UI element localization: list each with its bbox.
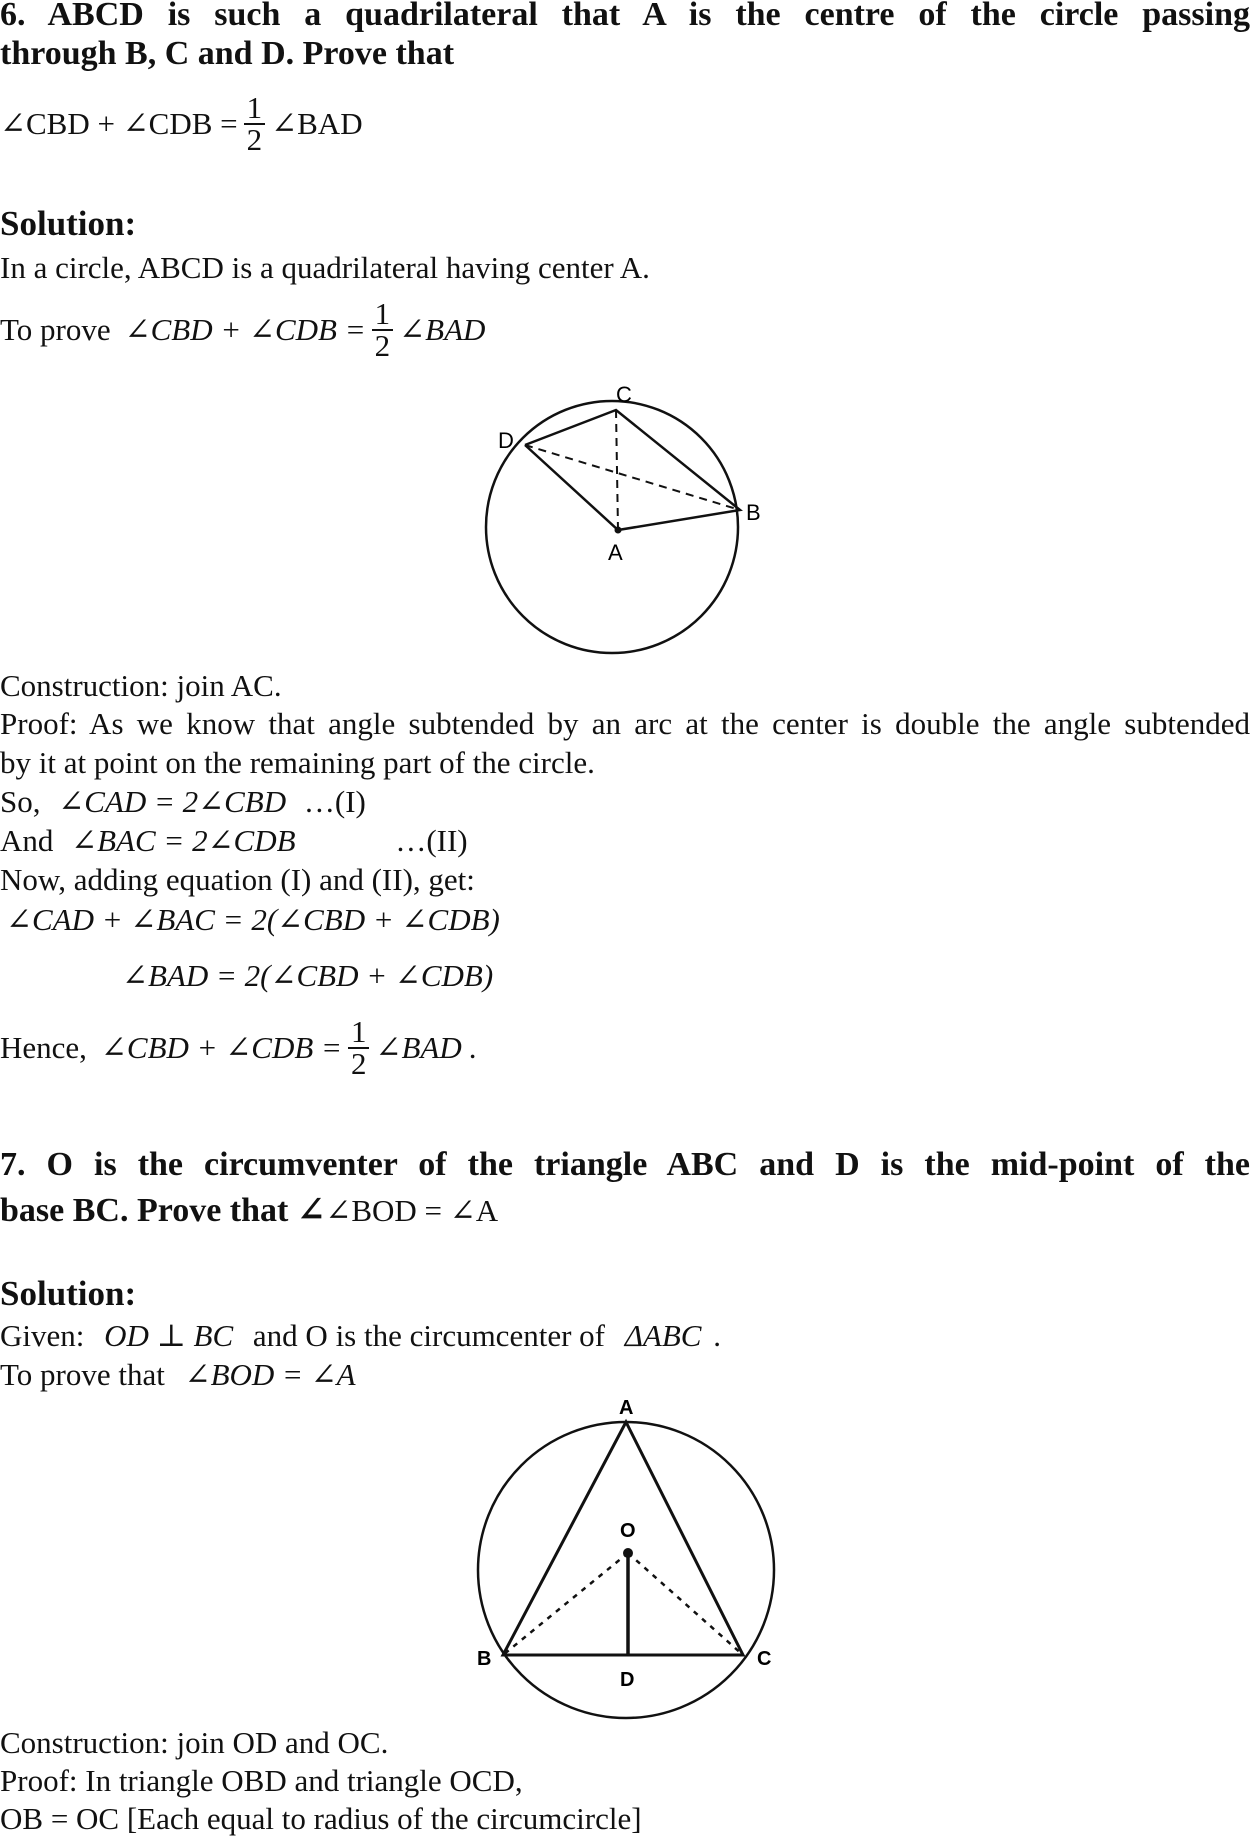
eq1-math: ∠CAD = 2∠CBD [58, 784, 287, 819]
center-point-o [623, 1548, 633, 1558]
q7-heading-line1: 7. O is the circumventer of the triangle ABC and D is the mid-point of the [0, 1146, 1250, 1183]
hence-rhs: ∠BAD . [375, 1030, 478, 1065]
fraction-denominator: 2 [246, 122, 263, 157]
q6-eq1 [0, 784, 366, 820]
eq1-prefix: So, [0, 784, 41, 819]
label-d: D [498, 428, 514, 453]
given-label: Given: [0, 1318, 85, 1353]
label-o: O [620, 1520, 636, 1542]
q7-heading-math: ∠BOD = ∠A [325, 1193, 499, 1228]
eq1-tag: …(I) [303, 784, 366, 819]
given-end: . [713, 1318, 721, 1353]
diagonal-ca [616, 410, 618, 530]
q6-statement-lhs: ∠CBD + ∠CDB = [0, 106, 238, 141]
q6-to-prove-fraction [372, 296, 394, 363]
hence-fraction [348, 1014, 370, 1081]
q6-intro: In a circle, ABCD is a quadrilateral having center A. [0, 250, 650, 285]
q6-adding: Now, adding equation (I) and (II), get: [0, 862, 475, 897]
q7-given [0, 1318, 721, 1354]
q7-heading-line2 [0, 1190, 498, 1232]
q6-heading-line2: through B, C and D. Prove that [0, 35, 455, 72]
q7-construction: Construction: join OD and OC. [0, 1725, 389, 1760]
given-text: and O is the circumcenter of [252, 1318, 605, 1353]
segment-ob [503, 1553, 628, 1655]
given-math2: ΔABC [624, 1318, 702, 1353]
hence-lhs: ∠CBD + ∠CDB = [100, 1030, 342, 1065]
eq2-prefix: And [0, 823, 54, 858]
q6-eq2 [0, 823, 468, 859]
fraction-numerator: 1 [244, 93, 266, 125]
center-point-a [615, 527, 622, 534]
q7-proof-line1: Proof: In triangle OBD and triangle OCD, [0, 1763, 523, 1798]
q7-triangle-figure [465, 1390, 795, 1730]
circle-outline [486, 401, 738, 653]
label-d: D [620, 1669, 635, 1691]
hence-label: Hence, [0, 1030, 87, 1065]
given-math1: OD ⊥ BC [104, 1318, 234, 1353]
eq2-tag: …(II) [395, 823, 468, 858]
diagonal-db [525, 445, 740, 510]
q7-heading-text: base BC. Prove that ∠ [0, 1192, 326, 1229]
q6-construction: Construction: join AC. [0, 668, 282, 703]
q6-to-prove-label: To prove [0, 312, 111, 347]
label-b: B [477, 1648, 492, 1670]
q6-proof-line1: Proof: As we know that angle subtended by an arc at the center is double the angle subtended [0, 706, 1250, 741]
q7-to-prove [0, 1357, 356, 1393]
q6-statement-rhs: ∠BAD [271, 106, 363, 141]
fraction-denominator: 2 [374, 328, 391, 363]
q7-proof-line2: OB = OC [Each equal to radius of the circumcircle] [0, 1801, 642, 1836]
q6-heading-line1: 6. ABCD is such a quadrilateral that A is the centre of the circle passing [0, 0, 1250, 33]
q6-statement [0, 84, 363, 164]
eq2-math: ∠BAC = 2∠CDB [71, 823, 296, 858]
label-b: B [746, 500, 761, 525]
q6-to-prove-rhs: ∠BAD [399, 312, 486, 347]
segment-oc [628, 1553, 743, 1655]
q7-to-prove-math: ∠BOD = ∠A [184, 1357, 356, 1392]
label-c: C [616, 382, 632, 407]
q6-proof-line2: by it at point on the remaining part of the circle. [0, 745, 595, 780]
q6-solution-label: Solution: [0, 204, 137, 243]
q7-solution-label: Solution: [0, 1274, 137, 1313]
q6-eq3: ∠CAD + ∠BAC = 2(∠CBD + ∠CDB) [6, 902, 500, 937]
fraction-denominator: 2 [350, 1046, 367, 1081]
fraction-numerator: 1 [372, 299, 394, 331]
quadrilateral-abcd [525, 410, 740, 530]
q6-statement-fraction [244, 90, 266, 157]
q6-circle-figure [470, 380, 770, 660]
q6-to-prove-lhs: ∠CBD + ∠CDB = [124, 312, 366, 347]
label-c: C [757, 1648, 772, 1670]
label-a: A [619, 1397, 634, 1419]
q7-to-prove-label: To prove that [0, 1357, 165, 1392]
q6-eq4: ∠BAD = 2(∠CBD + ∠CDB) [122, 958, 494, 993]
q6-hence [0, 1008, 477, 1088]
label-a: A [608, 540, 623, 565]
q6-to-prove [0, 290, 485, 370]
fraction-numerator: 1 [348, 1017, 370, 1049]
